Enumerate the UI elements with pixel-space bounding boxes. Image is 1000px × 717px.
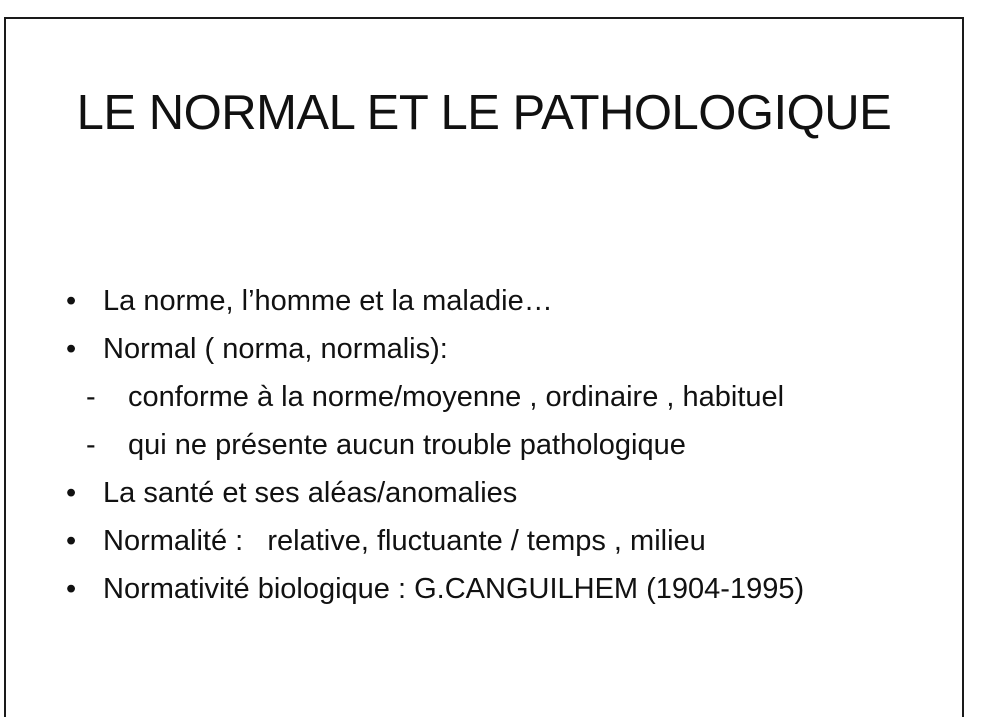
list-item [6, 469, 962, 517]
list-item-text: qui ne présente aucun trouble pathologique [128, 429, 686, 461]
list-item-text: Normalité : relative, fluctuante / temps , milieu [103, 525, 706, 557]
dash-marker: - [86, 381, 96, 413]
list-item [6, 325, 962, 373]
list-item [6, 517, 962, 565]
bullet-marker: • [66, 333, 77, 365]
slide [4, 17, 964, 717]
bullet-marker: • [66, 573, 77, 605]
bullet-list [6, 277, 962, 613]
list-item-text: La santé et ses aléas/anomalies [103, 477, 518, 509]
list-item-text: La norme, l’homme et la maladie… [103, 285, 553, 317]
list-item [6, 565, 962, 613]
list-item-text: conforme à la norme/moyenne , ordinaire , habituel [128, 381, 785, 413]
list-item [6, 373, 962, 421]
bullet-marker: • [66, 525, 77, 557]
dash-marker: - [86, 429, 96, 461]
bullet-marker: • [66, 285, 77, 317]
list-item-text: Normal ( norma, normalis): [103, 333, 448, 365]
list-item [6, 277, 962, 325]
list-item [6, 421, 962, 469]
bullet-marker: • [66, 477, 77, 509]
list-item-text: Normativité biologique : G.CANGUILHEM (1904-1995) [103, 573, 805, 605]
slide-title: LE NORMAL ET LE PATHOLOGIQUE [76, 86, 892, 140]
